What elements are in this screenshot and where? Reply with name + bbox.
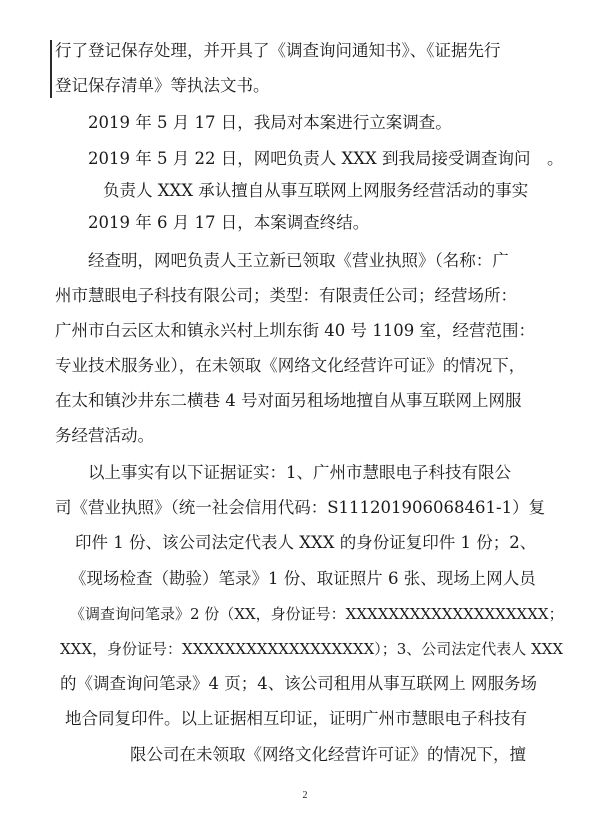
text-line: 地合同复印件。以上证据相互印证，证明广州市慧眼电子科技有 — [65, 709, 527, 728]
text-line: 《调查询问笔录》2 份（XX，身份证号：XXXXXXXXXXXXXXXXXXX； — [70, 605, 564, 623]
text-line: 行了登记保存处理，并开具了《调查询问通知书》、《证据先行 — [55, 41, 501, 60]
text-line: 的《调查询问笔录》4 页；4、该公司租用从事互联网上 网服务场 — [60, 674, 537, 693]
text-line: 《现场检查（勘验）笔录》1 份、取证照片 6 张、现场上网人员 — [70, 569, 536, 588]
text-line: XXX，身份证号：XXXXXXXXXXXXXXXXXX）；3、公司法定代表人 XXX — [60, 640, 564, 658]
text-line: 限公司在未领取《网络文化经营许可证》的情况下，擅 — [130, 745, 526, 764]
text-line: 负责人 XXX 承认擅自从事互联网上网服务经营活动的事实 — [103, 181, 529, 200]
page-number: 2 — [302, 790, 308, 801]
text-line: 2019 年 5 月 22 日，网吧负责人 XXX 到我局接受调查询问 。 — [88, 149, 564, 168]
text-line: 州市慧眼电子科技有限公司；类型：有限责任公司；经营场所： — [55, 286, 517, 305]
text-line: 2019 年 5 月 17 日，我局对本案进行立案调查。 — [88, 113, 452, 132]
text-line: 司《营业执照》（统一社会信用代码：S111201906068461-1）复 — [55, 498, 546, 517]
text-line: 经查明，网吧负责人王立新已领取《营业执照》（名称：广 — [88, 251, 509, 270]
text-line: 印件 1 份、该公司法定代表人 XXX 的身份证复印件 1 份；2、 — [75, 533, 537, 552]
text-line: 登记保存清单》等执法文书。 — [55, 76, 270, 95]
text-line: 在太和镇沙井东二横巷 4 号对面另租场地擅自从事互联网上网服 — [55, 391, 522, 410]
text-line: 务经营活动。 — [55, 426, 154, 445]
text-line: 以上事实有以下证据证实：1、广州市慧眼电子科技有限公 — [88, 463, 511, 482]
text-line: 专业技术服务业），在未领取《网络文化经营许可证》的情况下， — [55, 356, 526, 375]
text-line: 2019 年 6 月 17 日，本案调查终结。 — [88, 213, 370, 232]
margin-bracket — [50, 40, 52, 98]
text-line: 广州市白云区太和镇永兴村上圳东街 40 号 1109 室，经营范围： — [55, 321, 535, 340]
